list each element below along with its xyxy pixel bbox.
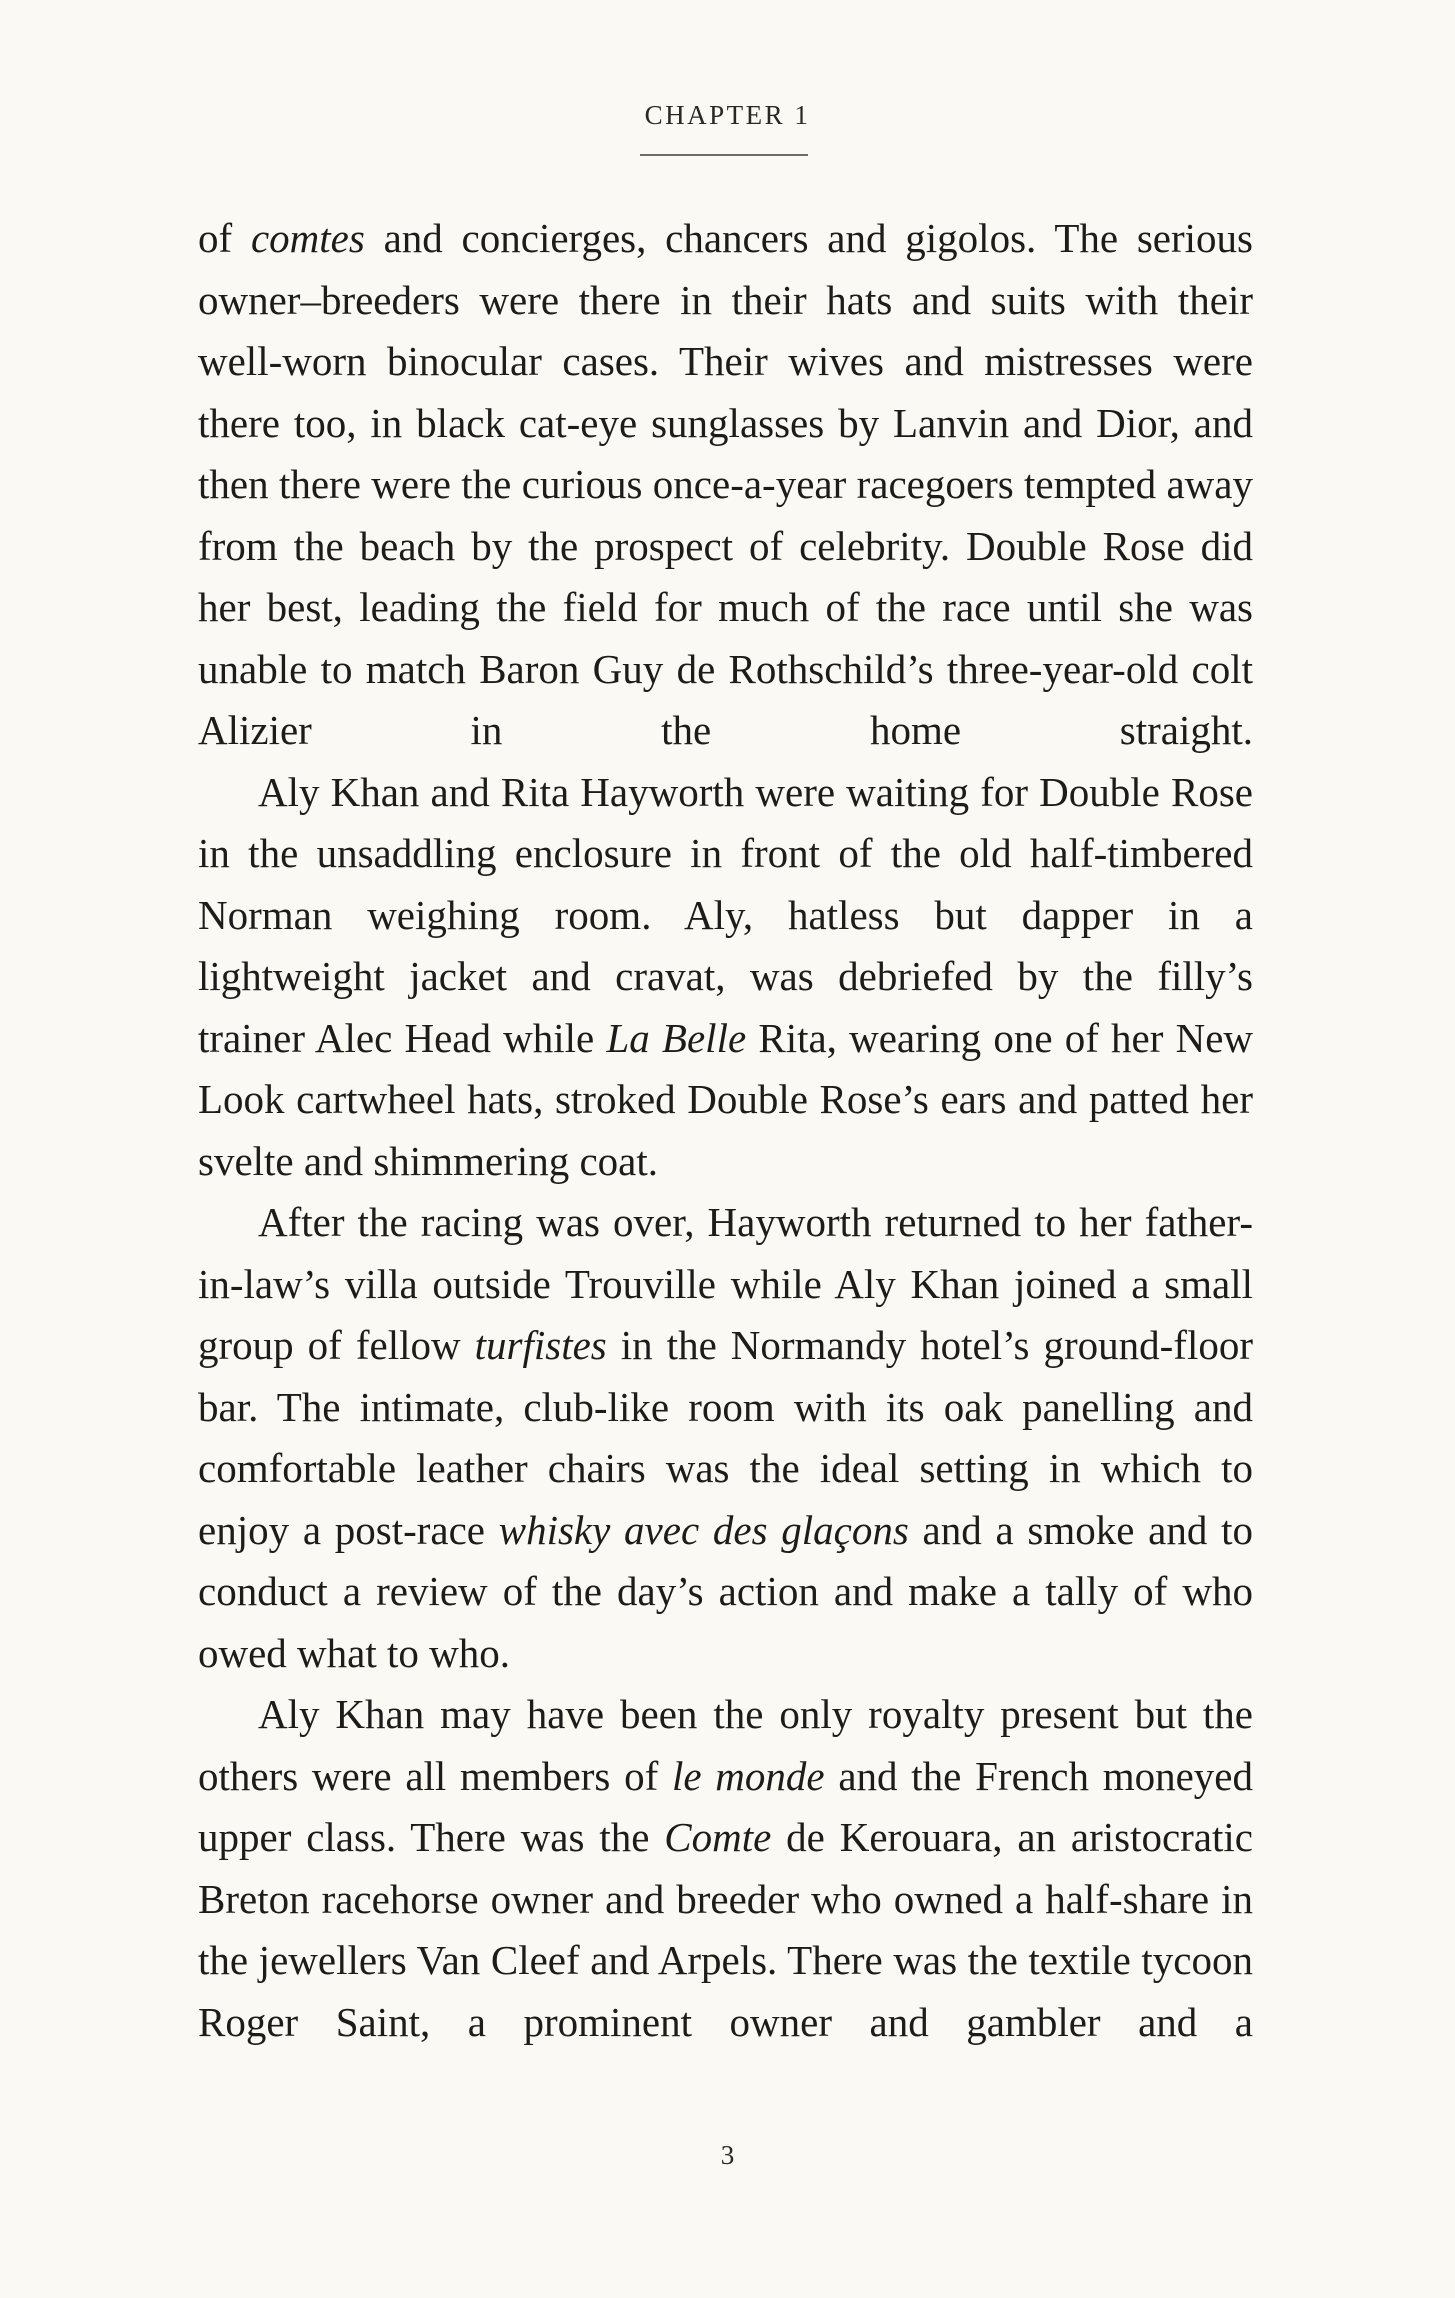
italic-text: La Belle	[606, 1014, 747, 1061]
text-run: Rita, wearing one of her New Look cartwheel hats, stroked Double Rose’s ears and patted her svelte and shimmering coat.	[198, 1014, 1254, 1184]
text-run: Aly Khan and Rita Hayworth were waiting for Double Rose in the unsaddling enclosure in front of the old half-timbered Norman weighing room. Aly, hatless but dapper in a lightweight jacket and cravat, was debriefed by the filly’s trainer Alec Head while	[198, 768, 1253, 1061]
running-head: CHAPTER 1	[644, 100, 811, 130]
body-text	[198, 208, 1253, 2053]
header-rule	[640, 154, 808, 156]
text-run: After the racing was over, Hayworth returned to her father-in-law’s villa outside Trouville while Aly Khan joined a small group of fellow	[198, 1199, 1253, 1368]
italic-text: le monde	[671, 1752, 825, 1799]
paragraph	[198, 762, 1253, 1193]
text-run: and concierges, chancers and gigolos. The serious owner–breeders were there in their hats and suits with their well-worn binocular cases. Their wives and mistresses were there too, in black cat-eye sunglasses by Lanvin and Dior, and then there were the curious once-a-year racegoers tempted away from the beach by the prospect of celebrity. Double Rose did her best, leading the field for much of the race until she was unable to match Baron Guy de Rothschild’s three-year-old colt Alizier in the home straight.	[198, 215, 1253, 753]
italic-text: turfistes	[474, 1322, 607, 1368]
page-number: 3	[720, 2140, 735, 2170]
text-run: and a smoke and to conduct a review of the day’s action and make a tally of who owed what to who.	[198, 1506, 1253, 1676]
italic-text: Comte	[664, 1814, 772, 1860]
italic-text: whisky avec des glaçons	[498, 1506, 909, 1553]
text-run: in the Normandy hotel’s ground-floor bar. The intimate, club-like room with its oak panelling and comfortable leather chairs was the ideal setting in which to enjoy a post-race	[198, 1322, 1253, 1553]
paragraph	[198, 208, 1253, 762]
text-run: of	[198, 215, 251, 261]
text-run: de Kerouara, an aristocratic Breton racehorse owner and breeder who owned a half-share in the jewellers Van Cleef and Arpels. There was the textile tycoon Roger Saint, a prominent owner and gambler and a	[198, 1814, 1253, 2045]
italic-text: comtes	[250, 215, 365, 261]
text-run: Aly Khan may have been the only royalty present but the others were all members of	[198, 1691, 1253, 1799]
paragraph	[198, 1192, 1253, 1684]
paragraph	[198, 1684, 1253, 2053]
text-run: and the French moneyed upper class. There was the	[198, 1752, 1253, 1860]
